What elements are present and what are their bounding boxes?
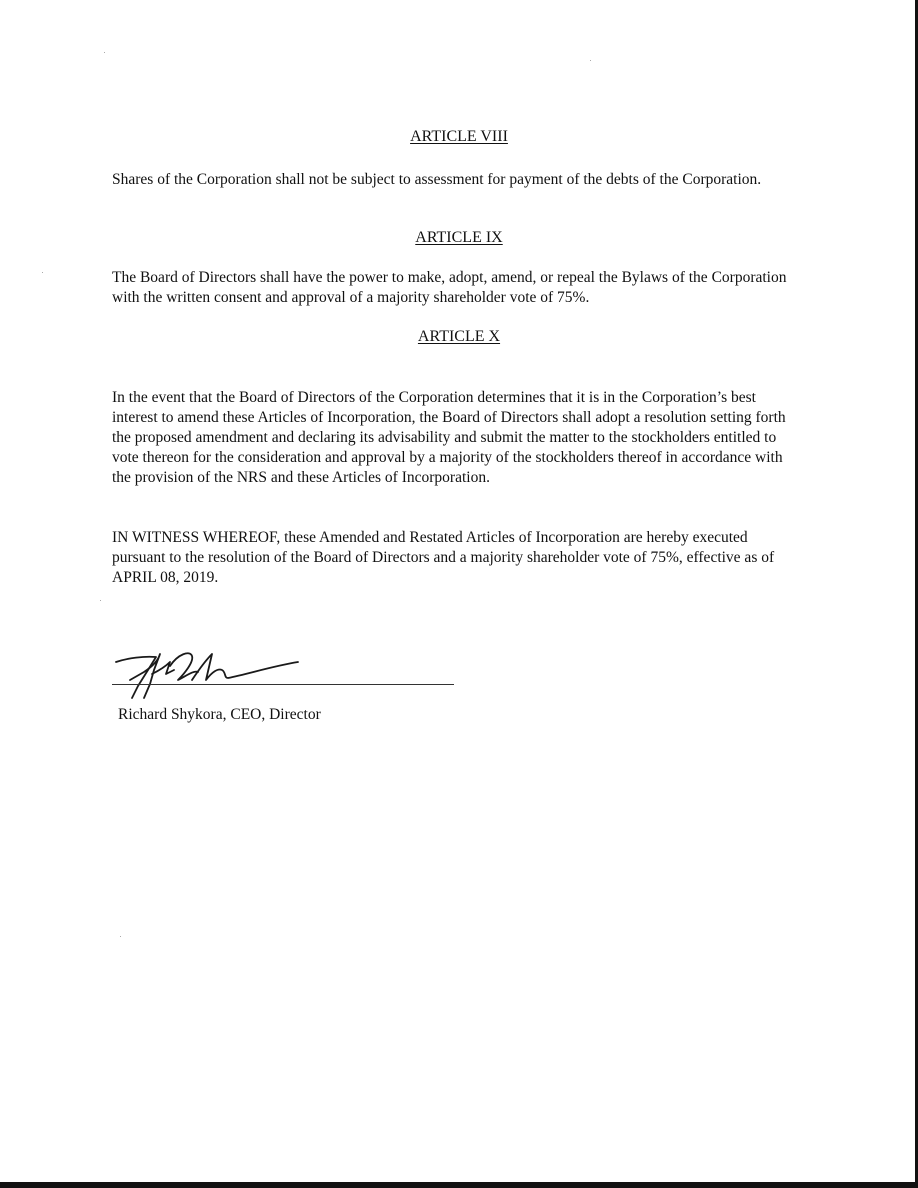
signature-line <box>112 684 454 685</box>
article-x-heading: ARTICLE X <box>417 328 501 345</box>
scan-speck <box>120 936 121 937</box>
scan-speck <box>590 60 591 61</box>
witness-clause: IN WITNESS WHEREOF, these Amended and Restated Articles of Incorporation are hereby executed pursuant to the resolution of the Board of Directors and a majority shareholder vote of 75%, effective as of APRIL 08, 2019. <box>112 529 775 586</box>
article-x-text: In the event that the Board of Directors of the Corporation determines that it is in the Corporation’s best interest to amend these Articles of Incorporation, the Board of Directors shall adopt a resolution setting forth the proposed amendment and declaring its advisability and submit the matter to the stockholders entitled to vote thereon for the consideration and approval by a majority of the stockholders thereof in accordance with the provision of the NRS and these Articles of Incorporation. <box>112 389 786 486</box>
article-ix-heading: ARTICLE IX <box>415 229 503 246</box>
scan-speck <box>100 600 101 601</box>
scan-speck <box>42 272 43 273</box>
scan-border-bottom <box>0 1182 918 1188</box>
signer-name: Richard Shykora, CEO, Director <box>118 706 321 723</box>
article-ix-text: The Board of Directors shall have the power to make, adopt, amend, or repeal the Bylaws of the Corporation with the written consent and approval of a majority shareholder vote of 75%. <box>112 269 787 306</box>
scan-speck <box>104 52 105 53</box>
handwritten-signature <box>108 640 308 704</box>
article-viii-heading: ARTICLE VIII <box>410 128 508 145</box>
article-viii-text: Shares of the Corporation shall not be subject to assessment for payment of the debts of the Corporation. <box>112 171 762 188</box>
